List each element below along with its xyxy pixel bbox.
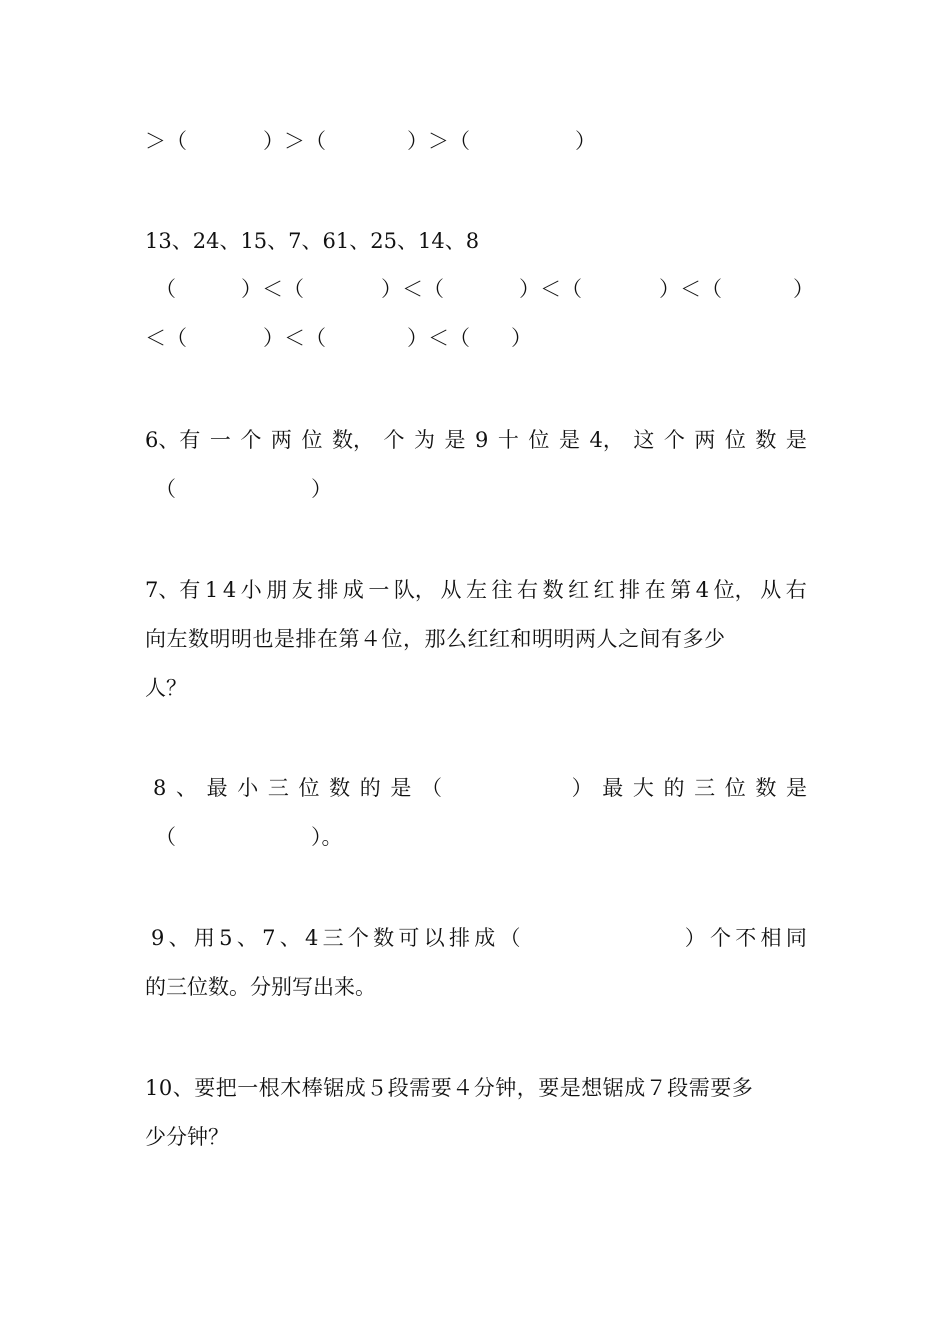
blank-part: （ xyxy=(155,477,176,501)
q7-token: 7、有 xyxy=(145,578,201,602)
q7-token: 从 xyxy=(760,578,782,602)
q6-token: 这 xyxy=(633,428,655,452)
q8-token: 三 xyxy=(267,776,289,800)
q9-token: 5 xyxy=(219,926,233,950)
chain-part: ）＞（ xyxy=(263,129,326,153)
chain-part: ）＞（ xyxy=(407,129,470,153)
q7-token: 朋 xyxy=(266,578,288,602)
question-8-line-1 xyxy=(145,771,807,805)
q6-token: 9 xyxy=(475,428,489,452)
q9-token: 9 xyxy=(151,926,165,950)
q6-token: 是 xyxy=(558,428,580,452)
q8-token: 数 xyxy=(329,776,351,800)
q9-token: 个 xyxy=(347,926,369,950)
q9-token: 同 xyxy=(785,926,807,950)
q7-token: 4 xyxy=(222,578,237,602)
q8-token: 最 xyxy=(602,776,624,800)
q7-token: 小 xyxy=(240,578,262,602)
q8-token: 的 xyxy=(359,776,381,800)
chain-part: ＞（ xyxy=(145,129,187,153)
q7-token: 排 xyxy=(619,578,641,602)
question-6-line-1 xyxy=(145,423,807,457)
chain-part: ＜（ xyxy=(145,326,187,350)
q9-token: 用 xyxy=(193,926,215,950)
q6-token: 数 xyxy=(755,428,777,452)
question-7-line-3: 人？ xyxy=(145,676,187,700)
blank-part: ） xyxy=(311,477,332,501)
q6-token: 十 xyxy=(497,428,519,452)
q7-token: 在 xyxy=(644,578,666,602)
q7-token: 4 xyxy=(695,578,710,602)
q9-token: 7 xyxy=(262,926,276,950)
q8-token: 小 xyxy=(237,776,259,800)
q6-token: 个 xyxy=(663,428,685,452)
q9-token: 、 xyxy=(236,926,258,950)
q6-token: 数， xyxy=(331,428,374,452)
compare-chain-less-1 xyxy=(145,272,814,306)
question-10-line-1: 10、要把一根木棒锯成５段需要４分钟，要是想锯成７段需要多 xyxy=(145,1076,754,1100)
question-7-line-2: 向左数明明也是排在第４位，那么红红和明明两人之间有多少 xyxy=(145,627,726,651)
q9-token: 可 xyxy=(398,926,420,950)
q9-token: 数 xyxy=(373,926,395,950)
q8-token: 位 xyxy=(298,776,320,800)
q7-token: 友 xyxy=(291,578,313,602)
q7-token: 位， xyxy=(713,578,756,602)
chain-part: ）＜（ xyxy=(263,326,326,350)
q6-token: 是 xyxy=(785,428,807,452)
q7-token: 红 xyxy=(593,578,615,602)
blank-part: ）。 xyxy=(311,825,343,849)
q7-token: 右 xyxy=(785,578,807,602)
q8-token: 位 xyxy=(724,776,746,800)
q6-token: 位 xyxy=(301,428,323,452)
compare-chain-less-2 xyxy=(145,321,807,355)
chain-part: ）＜（ xyxy=(519,277,582,301)
q6-token: 位 xyxy=(528,428,550,452)
question-9-line-2: 的三位数。分别写出来。 xyxy=(145,975,376,999)
q6-token: 两 xyxy=(694,428,716,452)
chain-part: ） xyxy=(793,277,814,301)
chain-part: ）＜（ xyxy=(241,277,304,301)
q7-token: 1 xyxy=(204,578,219,602)
q6-token: 两 xyxy=(270,428,292,452)
q6-token: 个 xyxy=(383,428,405,452)
q8-token: 的 xyxy=(663,776,685,800)
chain-part: ） xyxy=(511,326,532,350)
q7-token: 左 xyxy=(465,578,487,602)
q9-token: （ xyxy=(499,926,521,950)
q7-token: 数 xyxy=(542,578,564,602)
q8-token: 是 xyxy=(786,776,807,800)
q9-token: 三 xyxy=(322,926,344,950)
q9-token: 个 xyxy=(710,926,732,950)
q7-token: 从 xyxy=(440,578,462,602)
q8-token: 、 xyxy=(176,776,197,800)
q8-token: 大 xyxy=(632,776,654,800)
q9-token: 、 xyxy=(279,926,301,950)
q6-token: 一 xyxy=(209,428,231,452)
chain-part: ）＜（ xyxy=(659,277,722,301)
q8-token: ） xyxy=(571,776,593,800)
compare-chain-greater xyxy=(145,124,807,158)
q6-token: 是 xyxy=(444,428,466,452)
q6-token: 为 xyxy=(413,428,435,452)
question-8-answer-blank xyxy=(145,820,807,854)
question-10-line-2: 少分钟？ xyxy=(145,1125,229,1149)
q9-token: 不 xyxy=(735,926,757,950)
q6-token: 4， xyxy=(589,428,624,452)
q7-token: 一 xyxy=(368,578,390,602)
q7-token: 右 xyxy=(517,578,539,602)
question-9-line-1 xyxy=(145,921,807,955)
q9-token: 相 xyxy=(760,926,782,950)
q7-token: 成 xyxy=(342,578,364,602)
question-7-line-1 xyxy=(145,573,807,607)
q8-token: 8 xyxy=(153,776,167,800)
q9-token: 4 xyxy=(304,926,319,950)
question-numbers: 13、24、15、7、61、25、14、8 xyxy=(145,229,480,253)
q8-token: 是 xyxy=(390,776,412,800)
q6-token: 位 xyxy=(724,428,746,452)
q9-token: 以 xyxy=(423,926,445,950)
chain-part: ）＜（ xyxy=(407,326,470,350)
chain-part: ）＜（ xyxy=(381,277,444,301)
blank-part: （ xyxy=(155,825,176,849)
q7-token: 红 xyxy=(568,578,590,602)
q6-token: 个 xyxy=(240,428,262,452)
q7-token: 往 xyxy=(491,578,513,602)
chain-part: （ xyxy=(155,277,176,301)
q8-token: 数 xyxy=(755,776,777,800)
q8-token: 最 xyxy=(206,776,228,800)
q9-token: 排 xyxy=(448,926,470,950)
q9-token: 、 xyxy=(168,926,190,950)
q7-token: 队， xyxy=(393,578,436,602)
q9-token: ） xyxy=(684,926,706,950)
q7-token: 排 xyxy=(317,578,339,602)
q9-token: 成 xyxy=(474,926,496,950)
q6-token: 6、有 xyxy=(145,428,201,452)
chain-part: ） xyxy=(575,129,596,153)
q8-token: （ xyxy=(421,776,442,800)
q8-token: 三 xyxy=(694,776,716,800)
q7-token: 第 xyxy=(670,578,692,602)
question-6-answer-blank xyxy=(145,472,807,506)
